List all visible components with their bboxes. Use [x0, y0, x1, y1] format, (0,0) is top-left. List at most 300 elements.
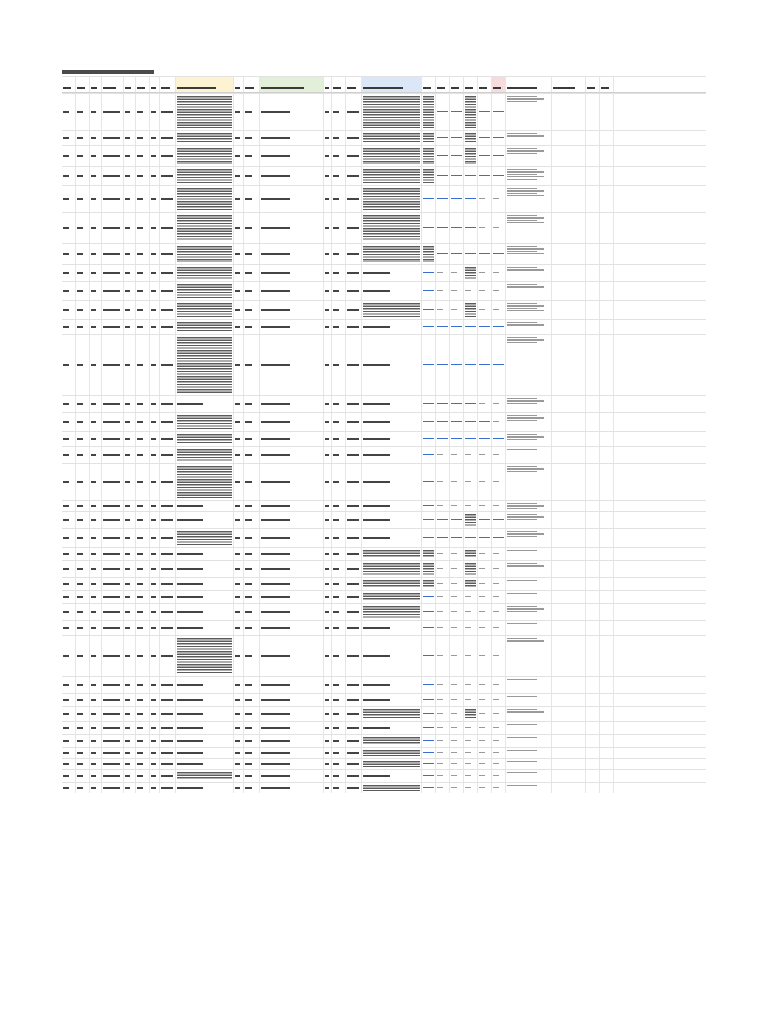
table-cell[interactable] — [234, 759, 244, 769]
table-cell[interactable] — [436, 591, 450, 603]
table-cell[interactable] — [450, 432, 464, 446]
table-cell[interactable] — [492, 301, 506, 319]
table-cell[interactable] — [324, 604, 332, 620]
table-cell[interactable] — [62, 770, 76, 782]
table-cell[interactable] — [160, 94, 176, 130]
table-cell[interactable] — [586, 578, 600, 590]
table-cell[interactable] — [362, 707, 422, 721]
table-cell[interactable] — [324, 146, 332, 166]
table-cell[interactable] — [362, 694, 422, 706]
table-cell[interactable] — [136, 604, 150, 620]
table-cell[interactable] — [346, 735, 362, 747]
table-cell[interactable] — [600, 783, 614, 793]
table-cell[interactable] — [600, 167, 614, 185]
table-cell[interactable] — [102, 759, 124, 769]
table-cell[interactable] — [586, 604, 600, 620]
table-cell[interactable] — [136, 694, 150, 706]
table-cell[interactable] — [124, 396, 136, 412]
table-cell[interactable] — [506, 282, 552, 300]
table-cell[interactable] — [346, 213, 362, 243]
table-cell[interactable] — [324, 707, 332, 721]
table-cell[interactable] — [492, 735, 506, 747]
table-cell[interactable] — [436, 432, 450, 446]
table-cell[interactable] — [478, 694, 492, 706]
table-cell[interactable] — [332, 167, 346, 185]
table-cell[interactable] — [552, 265, 586, 281]
table-cell[interactable] — [160, 748, 176, 758]
table-cell[interactable] — [362, 131, 422, 145]
table-cell[interactable] — [102, 707, 124, 721]
table-cell[interactable] — [506, 131, 552, 145]
table-cell[interactable] — [332, 464, 346, 500]
table-cell[interactable] — [464, 512, 478, 528]
table-cell[interactable] — [160, 677, 176, 693]
table-cell[interactable] — [160, 335, 176, 395]
table-cell[interactable] — [102, 529, 124, 547]
table-cell[interactable] — [506, 501, 552, 511]
table-cell[interactable] — [552, 131, 586, 145]
table-cell[interactable] — [464, 636, 478, 676]
table-cell[interactable] — [160, 282, 176, 300]
table-cell[interactable] — [176, 501, 234, 511]
table-cell[interactable] — [346, 770, 362, 782]
table-cell[interactable] — [136, 501, 150, 511]
table-cell[interactable] — [464, 722, 478, 734]
table-cell[interactable] — [464, 561, 478, 577]
table-cell[interactable] — [586, 244, 600, 264]
table-cell[interactable] — [244, 282, 260, 300]
table-cell[interactable] — [464, 244, 478, 264]
table-cell[interactable] — [436, 770, 450, 782]
table-cell[interactable] — [552, 529, 586, 547]
table-cell[interactable] — [176, 783, 234, 793]
table-cell[interactable] — [90, 783, 102, 793]
table-cell[interactable] — [450, 447, 464, 463]
table-cell[interactable] — [422, 501, 436, 511]
table-cell[interactable] — [464, 677, 478, 693]
table-cell[interactable] — [260, 447, 324, 463]
table-cell[interactable] — [260, 396, 324, 412]
table-cell[interactable] — [136, 186, 150, 212]
table-cell[interactable] — [62, 621, 76, 635]
table-cell[interactable] — [492, 146, 506, 166]
table-cell[interactable] — [90, 621, 102, 635]
table-cell[interactable] — [124, 447, 136, 463]
table-cell[interactable] — [600, 735, 614, 747]
table-cell[interactable] — [586, 770, 600, 782]
table-cell[interactable] — [464, 591, 478, 603]
table-cell[interactable] — [102, 512, 124, 528]
table-cell[interactable] — [450, 748, 464, 758]
table-cell[interactable] — [260, 301, 324, 319]
table-cell[interactable] — [552, 561, 586, 577]
table-cell[interactable] — [62, 604, 76, 620]
table-cell[interactable] — [234, 413, 244, 431]
table-cell[interactable] — [102, 636, 124, 676]
table-cell[interactable] — [260, 167, 324, 185]
table-cell[interactable] — [506, 396, 552, 412]
table-cell[interactable] — [492, 265, 506, 281]
table-cell[interactable] — [150, 413, 160, 431]
table-cell[interactable] — [600, 604, 614, 620]
table-cell[interactable] — [90, 735, 102, 747]
table-cell[interactable] — [124, 464, 136, 500]
table-cell[interactable] — [90, 759, 102, 769]
table-cell[interactable] — [260, 529, 324, 547]
table-cell[interactable] — [346, 548, 362, 560]
table-cell[interactable] — [160, 529, 176, 547]
table-cell[interactable] — [176, 677, 234, 693]
table-cell[interactable] — [124, 591, 136, 603]
table-cell[interactable] — [346, 244, 362, 264]
table-cell[interactable] — [244, 735, 260, 747]
table-cell[interactable] — [124, 735, 136, 747]
table-cell[interactable] — [176, 591, 234, 603]
table-cell[interactable] — [506, 604, 552, 620]
column-header-1[interactable] — [62, 77, 76, 92]
table-cell[interactable] — [506, 621, 552, 635]
table-cell[interactable] — [332, 694, 346, 706]
table-cell[interactable] — [492, 748, 506, 758]
table-cell[interactable] — [160, 186, 176, 212]
table-cell[interactable] — [600, 548, 614, 560]
table-cell[interactable] — [76, 770, 90, 782]
table-cell[interactable] — [332, 677, 346, 693]
table-cell[interactable] — [492, 94, 506, 130]
table-cell[interactable] — [422, 447, 436, 463]
table-cell[interactable] — [586, 301, 600, 319]
table-cell[interactable] — [586, 94, 600, 130]
table-cell[interactable] — [506, 213, 552, 243]
table-cell[interactable] — [450, 578, 464, 590]
table-cell[interactable] — [478, 512, 492, 528]
table-cell[interactable] — [90, 396, 102, 412]
table-cell[interactable] — [324, 735, 332, 747]
table-cell[interactable] — [346, 578, 362, 590]
table-cell[interactable] — [552, 413, 586, 431]
table-cell[interactable] — [124, 604, 136, 620]
table-cell[interactable] — [136, 578, 150, 590]
table-cell[interactable] — [436, 735, 450, 747]
table-cell[interactable] — [62, 694, 76, 706]
table-cell[interactable] — [260, 186, 324, 212]
table-cell[interactable] — [76, 447, 90, 463]
table-cell[interactable] — [76, 146, 90, 166]
table-cell[interactable] — [76, 759, 90, 769]
table-cell[interactable] — [90, 722, 102, 734]
table-cell[interactable] — [260, 265, 324, 281]
table-cell[interactable] — [102, 591, 124, 603]
table-cell[interactable] — [124, 707, 136, 721]
table-cell[interactable] — [260, 94, 324, 130]
table-cell[interactable] — [160, 320, 176, 334]
table-cell[interactable] — [478, 301, 492, 319]
table-cell[interactable] — [260, 759, 324, 769]
table-cell[interactable] — [464, 167, 478, 185]
table-cell[interactable] — [506, 320, 552, 334]
table-cell[interactable] — [160, 501, 176, 511]
table-cell[interactable] — [346, 561, 362, 577]
table-cell[interactable] — [90, 131, 102, 145]
table-cell[interactable] — [124, 677, 136, 693]
table-cell[interactable] — [362, 501, 422, 511]
table-cell[interactable] — [506, 265, 552, 281]
table-cell[interactable] — [76, 131, 90, 145]
table-cell[interactable] — [234, 335, 244, 395]
table-cell[interactable] — [324, 335, 332, 395]
table-cell[interactable] — [492, 636, 506, 676]
table-cell[interactable] — [422, 548, 436, 560]
table-cell[interactable] — [422, 591, 436, 603]
table-cell[interactable] — [552, 677, 586, 693]
table-cell[interactable] — [62, 146, 76, 166]
table-cell[interactable] — [464, 770, 478, 782]
table-cell[interactable] — [244, 213, 260, 243]
table-cell[interactable] — [552, 783, 586, 793]
table-cell[interactable] — [102, 335, 124, 395]
table-cell[interactable] — [422, 432, 436, 446]
table-cell[interactable] — [450, 146, 464, 166]
table-cell[interactable] — [362, 413, 422, 431]
table-cell[interactable] — [260, 561, 324, 577]
table-cell[interactable] — [478, 447, 492, 463]
table-cell[interactable] — [244, 464, 260, 500]
table-cell[interactable] — [150, 621, 160, 635]
table-cell[interactable] — [478, 244, 492, 264]
table-cell[interactable] — [62, 94, 76, 130]
table-cell[interactable] — [176, 759, 234, 769]
table-cell[interactable] — [324, 722, 332, 734]
table-cell[interactable] — [62, 301, 76, 319]
table-cell[interactable] — [450, 464, 464, 500]
table-cell[interactable] — [478, 501, 492, 511]
table-cell[interactable] — [492, 501, 506, 511]
table-cell[interactable] — [150, 604, 160, 620]
table-cell[interactable] — [586, 447, 600, 463]
table-cell[interactable] — [600, 282, 614, 300]
table-cell[interactable] — [506, 783, 552, 793]
table-cell[interactable] — [422, 282, 436, 300]
table-cell[interactable] — [102, 548, 124, 560]
table-cell[interactable] — [492, 396, 506, 412]
table-cell[interactable] — [332, 186, 346, 212]
table-cell[interactable] — [62, 722, 76, 734]
table-cell[interactable] — [150, 770, 160, 782]
table-cell[interactable] — [150, 677, 160, 693]
table-cell[interactable] — [600, 722, 614, 734]
table-cell[interactable] — [436, 501, 450, 511]
table-cell[interactable] — [362, 265, 422, 281]
table-cell[interactable] — [234, 167, 244, 185]
table-cell[interactable] — [436, 131, 450, 145]
table-cell[interactable] — [62, 282, 76, 300]
table-cell[interactable] — [436, 335, 450, 395]
table-cell[interactable] — [422, 677, 436, 693]
table-cell[interactable] — [260, 591, 324, 603]
table-cell[interactable] — [160, 464, 176, 500]
table-cell[interactable] — [136, 735, 150, 747]
table-cell[interactable] — [436, 244, 450, 264]
table-cell[interactable] — [332, 561, 346, 577]
table-cell[interactable] — [506, 529, 552, 547]
table-cell[interactable] — [586, 707, 600, 721]
table-cell[interactable] — [176, 621, 234, 635]
table-cell[interactable] — [234, 722, 244, 734]
table-cell[interactable] — [346, 464, 362, 500]
table-cell[interactable] — [234, 131, 244, 145]
table-cell[interactable] — [244, 591, 260, 603]
table-cell[interactable] — [244, 432, 260, 446]
table-cell[interactable] — [346, 413, 362, 431]
table-cell[interactable] — [422, 636, 436, 676]
table-cell[interactable] — [600, 94, 614, 130]
table-cell[interactable] — [176, 578, 234, 590]
table-cell[interactable] — [422, 335, 436, 395]
table-cell[interactable] — [362, 244, 422, 264]
table-cell[interactable] — [234, 770, 244, 782]
table-cell[interactable] — [176, 447, 234, 463]
column-header-9[interactable] — [176, 77, 234, 92]
table-cell[interactable] — [600, 759, 614, 769]
table-cell[interactable] — [552, 759, 586, 769]
table-cell[interactable] — [464, 529, 478, 547]
table-cell[interactable] — [76, 301, 90, 319]
table-cell[interactable] — [244, 621, 260, 635]
table-cell[interactable] — [362, 735, 422, 747]
table-cell[interactable] — [62, 335, 76, 395]
table-cell[interactable] — [124, 432, 136, 446]
table-cell[interactable] — [478, 621, 492, 635]
table-cell[interactable] — [506, 548, 552, 560]
table-cell[interactable] — [492, 578, 506, 590]
table-cell[interactable] — [464, 186, 478, 212]
table-cell[interactable] — [176, 604, 234, 620]
table-cell[interactable] — [450, 759, 464, 769]
table-cell[interactable] — [436, 167, 450, 185]
table-cell[interactable] — [62, 561, 76, 577]
column-header-19[interactable] — [450, 77, 464, 92]
table-cell[interactable] — [124, 748, 136, 758]
column-header-4[interactable] — [102, 77, 124, 92]
table-cell[interactable] — [244, 636, 260, 676]
table-cell[interactable] — [124, 244, 136, 264]
table-cell[interactable] — [324, 512, 332, 528]
table-cell[interactable] — [124, 759, 136, 769]
table-cell[interactable] — [260, 621, 324, 635]
table-cell[interactable] — [176, 735, 234, 747]
table-cell[interactable] — [244, 501, 260, 511]
table-cell[interactable] — [176, 707, 234, 721]
table-cell[interactable] — [600, 707, 614, 721]
table-cell[interactable] — [234, 578, 244, 590]
table-cell[interactable] — [436, 146, 450, 166]
table-cell[interactable] — [62, 636, 76, 676]
column-header-12[interactable] — [260, 77, 324, 92]
table-cell[interactable] — [346, 604, 362, 620]
table-cell[interactable] — [600, 265, 614, 281]
table-cell[interactable] — [492, 432, 506, 446]
table-cell[interactable] — [332, 447, 346, 463]
table-cell[interactable] — [552, 735, 586, 747]
table-cell[interactable] — [234, 146, 244, 166]
table-cell[interactable] — [90, 561, 102, 577]
table-cell[interactable] — [324, 94, 332, 130]
table-cell[interactable] — [244, 694, 260, 706]
table-cell[interactable] — [600, 396, 614, 412]
table-cell[interactable] — [450, 770, 464, 782]
table-cell[interactable] — [586, 759, 600, 769]
table-cell[interactable] — [176, 301, 234, 319]
table-cell[interactable] — [136, 591, 150, 603]
table-cell[interactable] — [62, 759, 76, 769]
table-cell[interactable] — [422, 512, 436, 528]
table-cell[interactable] — [332, 770, 346, 782]
table-cell[interactable] — [90, 186, 102, 212]
table-cell[interactable] — [260, 413, 324, 431]
table-cell[interactable] — [176, 636, 234, 676]
table-cell[interactable] — [90, 501, 102, 511]
table-cell[interactable] — [478, 94, 492, 130]
table-cell[interactable] — [62, 396, 76, 412]
table-cell[interactable] — [464, 783, 478, 793]
table-cell[interactable] — [450, 707, 464, 721]
table-cell[interactable] — [124, 621, 136, 635]
table-cell[interactable] — [136, 131, 150, 145]
table-cell[interactable] — [90, 512, 102, 528]
table-cell[interactable] — [478, 578, 492, 590]
table-cell[interactable] — [422, 578, 436, 590]
table-cell[interactable] — [346, 301, 362, 319]
table-cell[interactable] — [244, 396, 260, 412]
table-cell[interactable] — [506, 694, 552, 706]
table-cell[interactable] — [176, 186, 234, 212]
table-cell[interactable] — [244, 783, 260, 793]
table-cell[interactable] — [586, 561, 600, 577]
table-cell[interactable] — [76, 621, 90, 635]
table-cell[interactable] — [332, 131, 346, 145]
table-cell[interactable] — [464, 413, 478, 431]
table-cell[interactable] — [478, 131, 492, 145]
table-cell[interactable] — [586, 621, 600, 635]
table-cell[interactable] — [362, 512, 422, 528]
table-cell[interactable] — [260, 512, 324, 528]
table-cell[interactable] — [552, 694, 586, 706]
table-cell[interactable] — [586, 320, 600, 334]
table-cell[interactable] — [234, 186, 244, 212]
table-cell[interactable] — [62, 512, 76, 528]
table-cell[interactable] — [586, 512, 600, 528]
table-cell[interactable] — [586, 265, 600, 281]
table-cell[interactable] — [362, 548, 422, 560]
table-cell[interactable] — [244, 335, 260, 395]
table-cell[interactable] — [90, 265, 102, 281]
table-cell[interactable] — [492, 591, 506, 603]
table-cell[interactable] — [506, 186, 552, 212]
table-cell[interactable] — [436, 548, 450, 560]
table-cell[interactable] — [506, 432, 552, 446]
table-cell[interactable] — [136, 748, 150, 758]
table-cell[interactable] — [586, 335, 600, 395]
table-cell[interactable] — [332, 707, 346, 721]
table-cell[interactable] — [136, 447, 150, 463]
table-cell[interactable] — [150, 548, 160, 560]
table-cell[interactable] — [346, 677, 362, 693]
table-cell[interactable] — [136, 432, 150, 446]
table-cell[interactable] — [124, 335, 136, 395]
table-cell[interactable] — [436, 413, 450, 431]
table-cell[interactable] — [332, 621, 346, 635]
table-cell[interactable] — [552, 432, 586, 446]
